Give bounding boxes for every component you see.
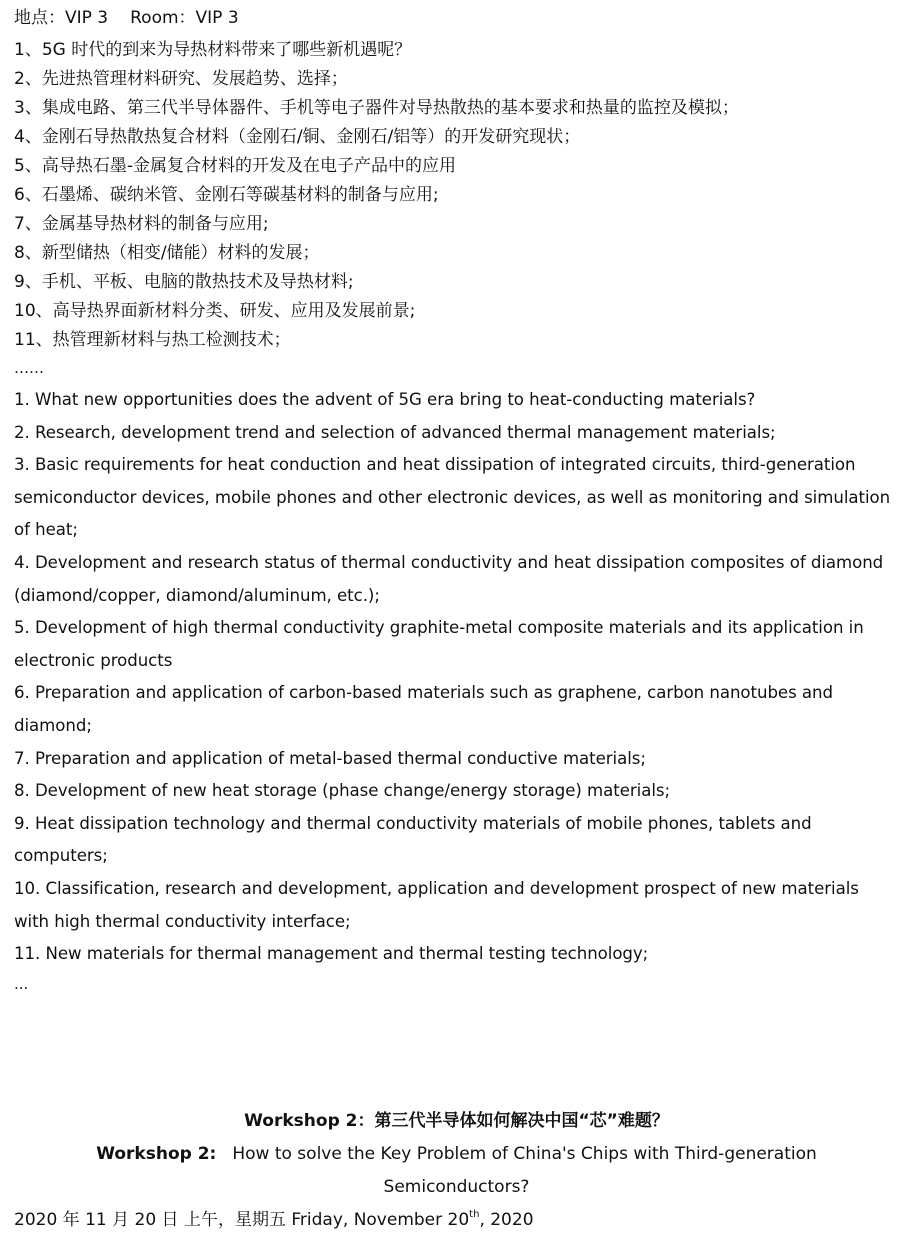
topic-cn-item: 6、石墨烯、碳纳米管、金刚石等碳基材料的制备与应用; [14, 185, 439, 205]
location-en: Room：VIP 3 [130, 8, 239, 28]
workshop-title-cn: Workshop 2：第三代半导体如何解决中国“芯”难题？ [244, 1111, 669, 1131]
workshop-title-en-line [14, 1138, 899, 1204]
workshop-title-en: How to solve the Key Problem of China's Chips with Third-generation Semiconductors? [232, 1144, 817, 1197]
topic-en-item: 9. Heat dissipation technology and thermal conductivity materials of mobile phones, tablets and computers; [14, 813, 812, 866]
ellipsis-cn: …… [14, 359, 44, 377]
date-line [14, 1205, 534, 1235]
topic-cn-item: 3、集成电路、第三代半导体器件、手机等电子器件对导热散热的基本要求和热量的监控及模拟； [14, 98, 739, 118]
topic-en-item: 11. New materials for thermal management and thermal testing technology; [14, 944, 649, 964]
topics-en-list [14, 384, 899, 971]
topic-en-item: 1. What new opportunities does the advent of 5G era bring to heat-conducting materials? [14, 390, 756, 409]
topic-cn-item: 10、高导热界面新材料分类、研发、应用及发展前景; [14, 301, 416, 321]
topic-cn-item: 4、金刚石导热散热复合材料（金刚石/铜、金刚石/铝等）的开发研究现状； [14, 127, 581, 147]
ellipsis-en: ... [14, 974, 29, 993]
topics-cn-list [14, 36, 899, 355]
topic-cn-item: 9、手机、平板、电脑的散热技术及导热材料; [14, 272, 354, 292]
topic-en-item: 8. Development of new heat storage (phase change/energy storage) materials; [14, 781, 671, 801]
topic-cn-item: 2、先进热管理材料研究、发展趋势、选择； [14, 69, 348, 89]
date-en-suffix: , 2020 [479, 1210, 534, 1230]
topic-en-item: 7. Preparation and application of metal-based thermal conductive materials; [14, 748, 646, 768]
topic-cn-item: 5、高导热石墨-金属复合材料的开发及在电子产品中的应用 [14, 156, 456, 176]
workshop-heading [14, 1105, 899, 1204]
topic-en-item: 4. Development and research status of thermal conductivity and heat dissipation composites of diamond (diamond/copper, diamond/aluminum, etc.); [14, 552, 884, 605]
topic-en-item: 5. Development of high thermal conductivity graphite-metal composite materials and its application in electronic products [14, 618, 864, 670]
date-cn: 2020 年 11 月 20 日 上午，星期五 [14, 1210, 286, 1230]
topic-cn-item: 8、新型储热（相变/储能）材料的发展； [14, 243, 320, 263]
topic-en-item: 6. Preparation and application of carbon-based materials such as graphene, carbon nanotubes and diamond; [14, 683, 833, 735]
topic-en-item: 10. Classification, research and development, application and development prospect of new materials with high thermal conductivity interface; [14, 878, 859, 931]
topic-cn-item: 7、金属基导热材料的制备与应用; [14, 214, 269, 234]
date-en-prefix: Friday, November 20 [291, 1210, 470, 1230]
topic-cn-item: 11、热管理新材料与热工检测技术； [14, 330, 291, 350]
topic-cn-item: 1、5G 时代的到来为导热材料带来了哪些新机遇呢？ [14, 40, 412, 60]
workshop-label-en: Workshop 2: [96, 1144, 217, 1164]
location-cn: 地点：VIP 3 [14, 8, 109, 28]
date-en [291, 1210, 533, 1230]
topic-en-item: 3. Basic requirements for heat conduction and heat dissipation of integrated circuits, third-generation semiconductor devices, mobile phones and other electronic devices, as well as monitoring and simulation of heat; [14, 455, 891, 540]
date-en-ordinal: th [469, 1209, 480, 1221]
location-line [14, 4, 899, 32]
topic-en-item: 2. Research, development trend and selection of advanced thermal management materials; [14, 422, 776, 442]
